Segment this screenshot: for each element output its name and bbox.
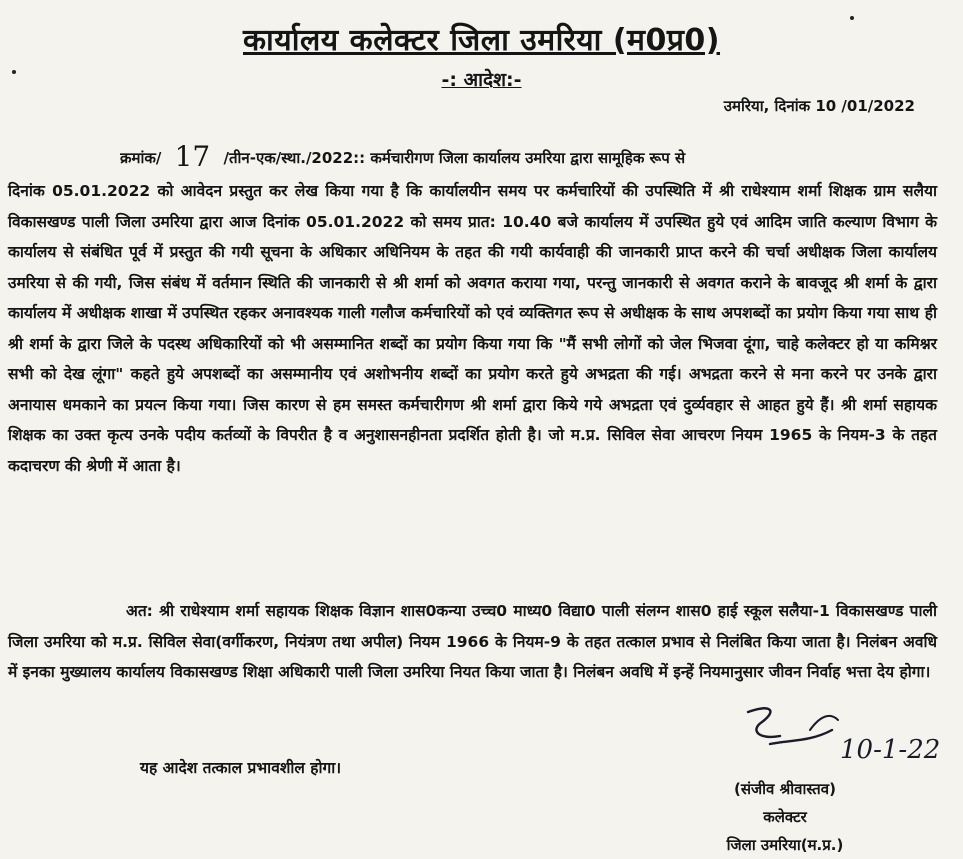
order-paragraph-1: दिनांक 05.01.2022 को आवेदन प्रस्तुत कर लेख किया गया है कि कार्यालयीन समय पर कर्मचारियों की उपस्थिति में श्री राधेश्याम शर्मा शिक्षक ग्राम सलैया विकासखण्ड पाली जिला उमरिया द्वारा आज दिनांक 05.01.2022 को समय प्रात: 10.40 बजे कार्यालय में उपस्थित हुये एवं आदिम जाति कल्याण विभाग के कार्यालय से संबंधित पूर्व में प्रस्तुत की गयी सूचना के अधिकार अधिनियम के तहत की गयी कार्यवाही की जानकारी प्राप्त करने की चर्चा अधीक्षक जिला कार्यालय उमरिया से की गयी, जिस संबंध में वर्तमान स्थिति की जानकारी से श्री शर्मा को अवगत कराया गया, परन्तु जानकारी से अवगत कराने के बावजूद श्री शर्मा के द्वारा कार्यालय में अधीक्षक शाखा में उपस्थित रहकर अनावश्यक गाली गलौज कर्मचारियों को एवं व्यक्तिगत रूप से अधीक्षक के साथ अपशब्दों का प्रयोग किया गया साथ ही श्री शर्मा के द्वारा जिले के पदस्थ अधिकारियों को भी असम्मानित शब्दों का प्रयोग किया गया कि "मैं सभी लोगों को जेल भिजवा दूंगा, चाहे कलेक्टर हो या कमिश्नर सभी को देख लूंगा" कहते हुये अपशब्दों का असम्मानीय एवं अशोभनीय शब्दों का प्रयोग करते हुये अभद्रता की गई। अभद्रता करने से मना करने पर उनके द्वारा अनायास धमकाने का प्रयत्न किया गया। जिस कारण से हम समस्त कर्मचारीगण श्री शर्मा द्वारा किये गये अभद्रता एवं दुर्व्यवहार से आहत हुये हैं। श्री शर्मा सहायक शिक्षक का उक्त कृत्य उनके पदीय कर्तव्यों के विपरीत है व अनुशासनहीनता प्रदर्शित होती है। जो म.प्र. सिविल सेवा आचरण नियम 1965 के नियम-3 के तहत कदाचरण की श्रेणी में आता है। xyxy=(8,182,937,475)
handwritten-signature xyxy=(740,700,940,780)
signatory-designation: कलेक्टर xyxy=(763,808,807,826)
reference-suffix: /तीन-एक/स्था./2022:: कर्मचारीगण जिला कार्यालय उमरिया द्वारा सामूहिक रूप से xyxy=(223,149,686,167)
signatory-block xyxy=(690,775,880,859)
scan-speck xyxy=(850,16,854,20)
effect-statement: यह आदेश तत्काल प्रभावशील होगा। xyxy=(140,759,342,777)
order-heading: -: आदेश:- xyxy=(441,69,522,91)
order-paragraph-2: अत: श्री राधेश्याम शर्मा सहायक शिक्षक विज्ञान शास0कन्या उच्च0 माध्य0 विद्या0 पाली संलग्न शास0 हाई स्कूल सलैया-1 विकासखण्ड पाली जिला उमरिया को म.प्र. सिविल सेवा(वर्गीकरण, नियंत्रण तथा अपील) नियम 1966 के नियम-9 के तहत तत्काल प्रभाव से निलंबित किया जाता है। निलंबन अवधि में इनका मुख्यालय कार्यालय विकासखण्ड शिक्षा अधिकारी पाली जिला उमरिया नियत किया जाता है। निलंबन अवधि में इन्हें नियमानुसार जीवन निर्वाह भत्ता देय होगा। xyxy=(8,602,937,681)
office-title: कार्यालय कलेक्टर जिला उमरिया (म0प्र0) xyxy=(242,23,721,58)
signatory-district: जिला उमरिया(म.प्र.) xyxy=(726,836,844,854)
reference-prefix: क्रमांक/ xyxy=(120,149,162,167)
reference-line xyxy=(120,140,933,173)
scan-speck xyxy=(12,70,16,74)
reference-number: 17 xyxy=(174,140,211,173)
signatory-name: (संजीव श्रीवास्तव) xyxy=(734,780,836,798)
place-date: उमरिया, दिनांक 10 /01/2022 xyxy=(723,97,915,115)
signature-date: 10-1-22 xyxy=(840,735,940,765)
